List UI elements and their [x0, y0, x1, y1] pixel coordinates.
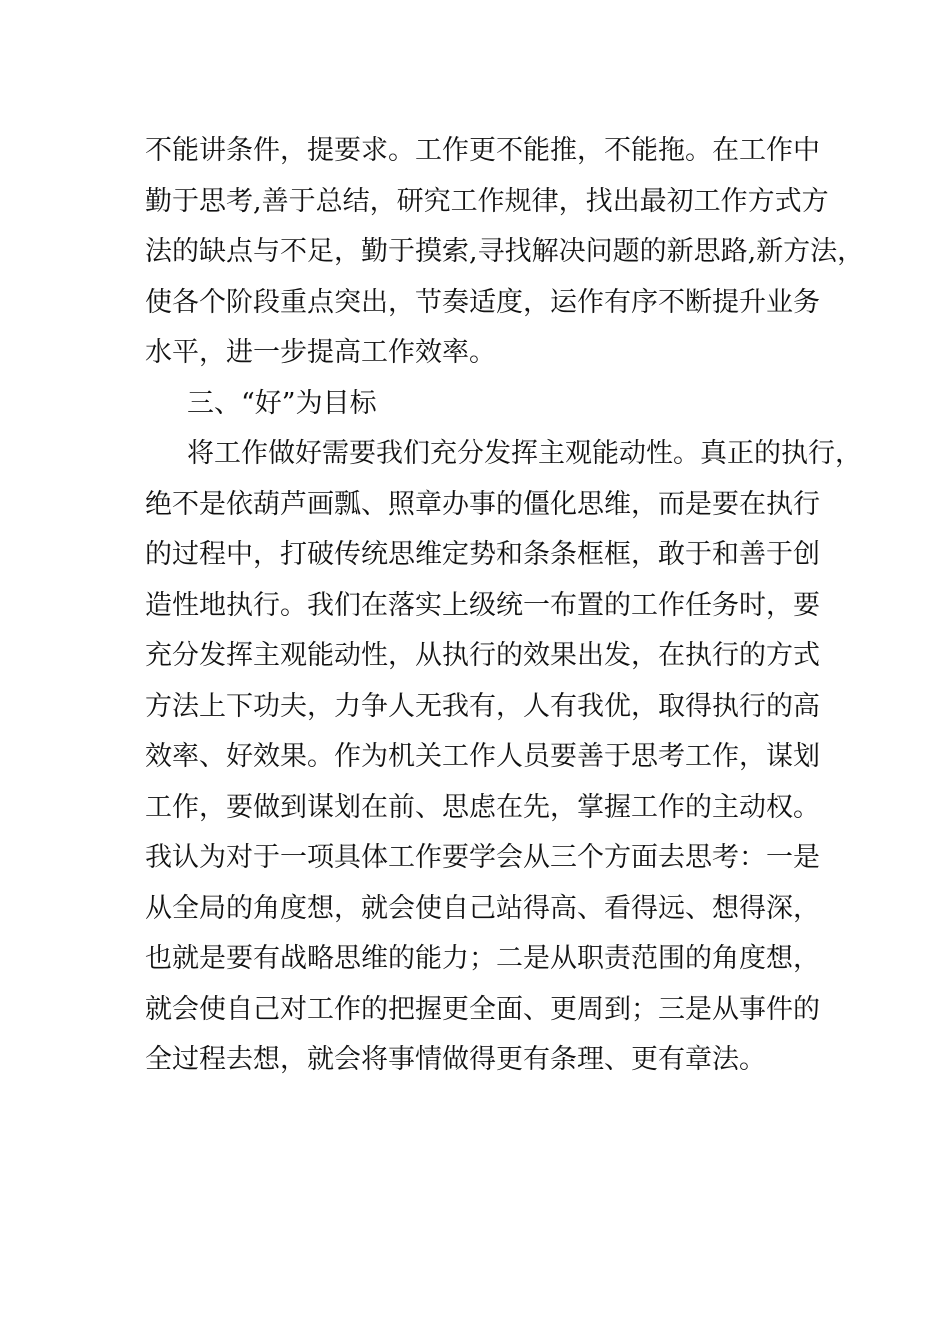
text-line: 法的缺点与不足，勤于摸索,寻找解决问题的新思路,新方法， [145, 236, 865, 267]
text-line: 不能讲条件，提要求。工作更不能推，不能拖。在工作中 [145, 135, 820, 166]
text-line: 就会使自己对工作的把握更全面、更周到；三是从事件的 [145, 993, 820, 1025]
text-line: 从全局的角度想，就会使自己站得高、看得远、想得深， [145, 892, 820, 924]
text-line: 勤于思考,善于总结，研究工作规律，找出最初工作方式方 [145, 185, 829, 217]
text-line: 的过程中，打破传统思维定势和条条框框，敢于和善于创 [145, 539, 820, 570]
text-line: 方法上下功夫，力争人无我有，人有我优，取得执行的高 [145, 690, 820, 722]
text-line: 使各个阶段重点突出，节奏适度，运作有序不断提升业务 [145, 286, 820, 318]
text-line: 造性地执行。我们在落实上级统一布置的工作任务时，要 [145, 589, 820, 621]
document-body [145, 126, 865, 1086]
text-line: 效率、好效果。作为机关工作人员要善于思考工作，谋划 [145, 741, 820, 772]
text-line: 充分发挥主观能动性，从执行的效果出发，在执行的方式 [145, 640, 820, 671]
text-line: 也就是要有战略思维的能力；二是从职责范围的角度想， [145, 943, 820, 974]
text-line: 将工作做好需要我们充分发挥主观能动性。真正的执行， [187, 438, 862, 469]
section-heading: 三、“好”为目标 [187, 387, 377, 419]
text-line: 工作，要做到谋划在前、思虑在先，掌握工作的主动权。 [145, 791, 820, 823]
text-line: 全过程去想，就会将事情做得更有条理、更有章法。 [145, 1044, 766, 1075]
text-line: 我认为对于一项具体工作要学会从三个方面去思考：一是 [145, 842, 820, 873]
text-line: 绝不是依葫芦画瓢、照章办事的僵化思维，而是要在执行 [145, 488, 820, 520]
text-line: 水平，进一步提高工作效率。 [145, 337, 496, 368]
